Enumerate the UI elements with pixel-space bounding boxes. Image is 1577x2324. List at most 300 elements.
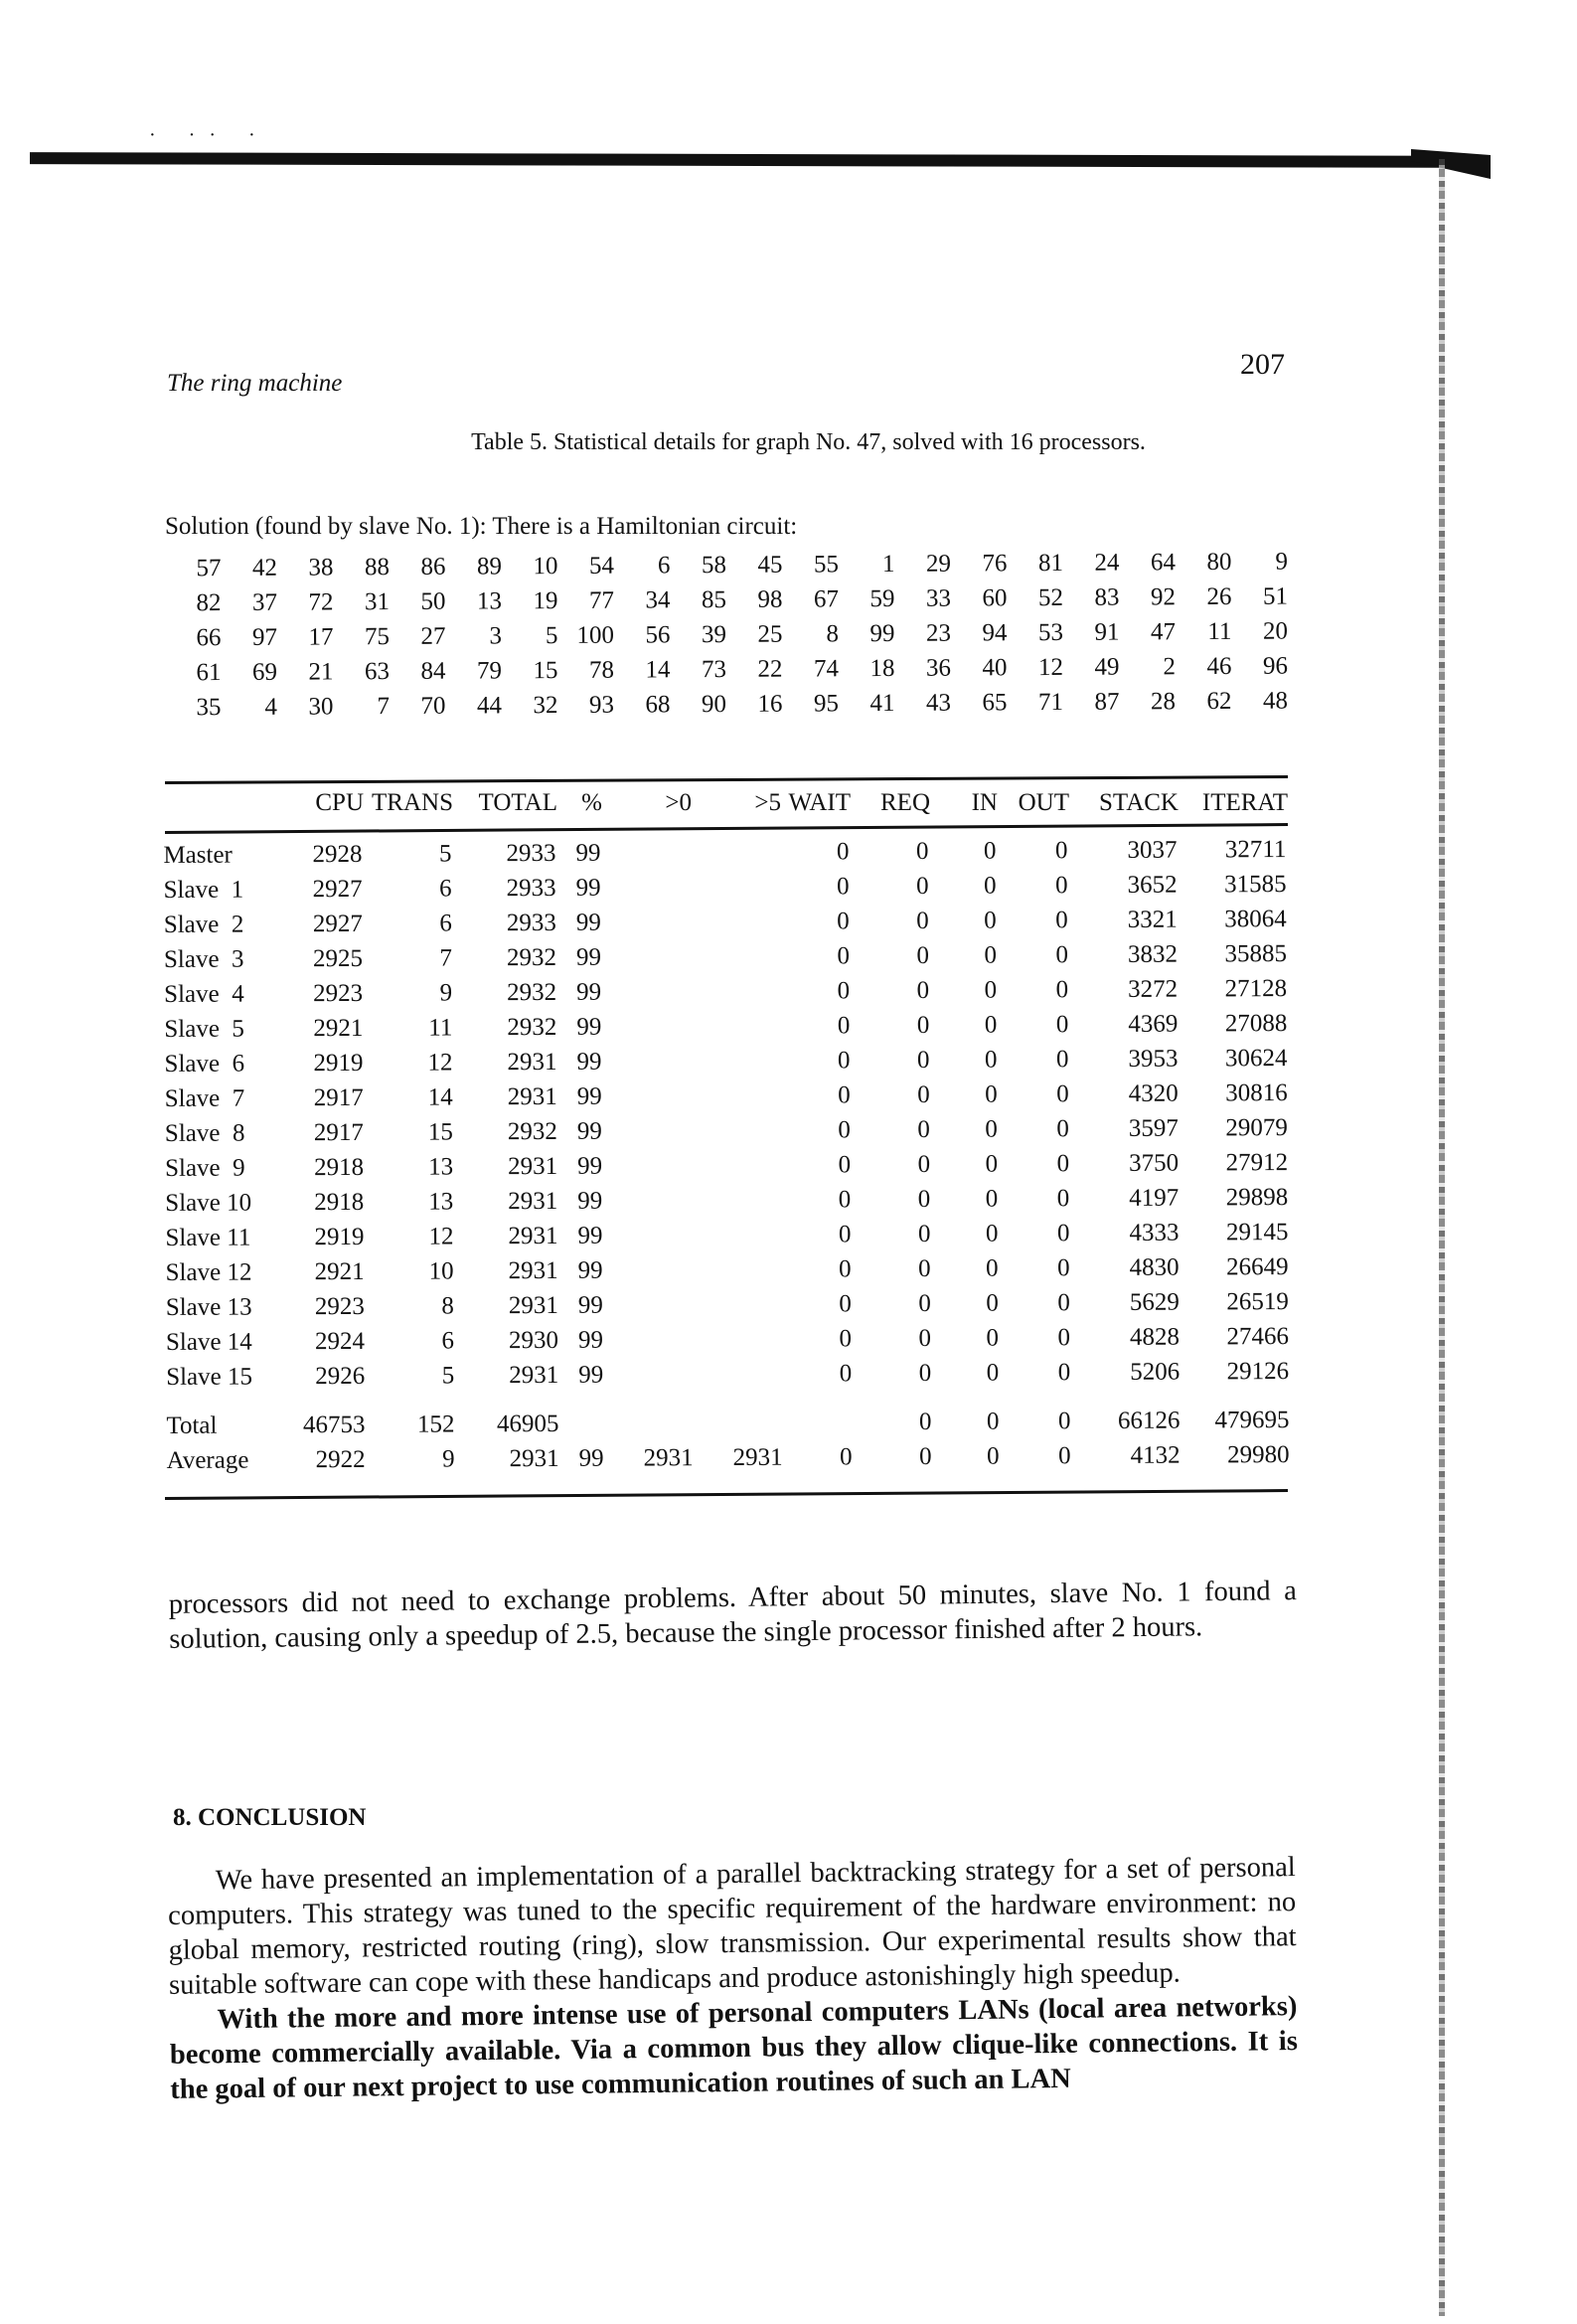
table-cell: 30624	[1224, 1044, 1288, 1072]
table-cell: 0	[919, 1442, 932, 1470]
circuit-node: 99	[869, 619, 895, 648]
table-row	[166, 1284, 1289, 1325]
table-cell: 0	[917, 1220, 931, 1247]
table-cell: Slave 2	[163, 911, 244, 938]
table-cell: 0	[984, 976, 998, 1004]
column-header: REQ	[880, 789, 930, 816]
table-cell: 2931	[508, 1222, 558, 1249]
column-header: STACK	[1099, 789, 1179, 816]
table-cell: 27128	[1224, 974, 1288, 1002]
circuit-node: 40	[982, 654, 1008, 682]
circuit-node: 100	[576, 621, 615, 649]
table-cell: 46753	[302, 1411, 366, 1438]
table-cell: 0	[984, 872, 997, 900]
circuit-node: 60	[982, 584, 1008, 612]
table-cell: 0	[986, 1359, 1000, 1387]
circuit-node: 44	[476, 692, 503, 720]
hamiltonian-circuit	[165, 548, 1289, 726]
table-cell: 0	[1057, 1358, 1071, 1386]
table-cell: 0	[986, 1324, 1000, 1352]
circuit-node: 31	[364, 588, 391, 616]
circuit-node: 51	[1262, 582, 1289, 610]
table-cell: 0	[836, 837, 850, 865]
circuit-node: 82	[196, 589, 222, 617]
table-cell: 6	[441, 1326, 455, 1355]
table-cell: 10	[428, 1256, 454, 1285]
table-cell: 0	[1056, 1149, 1070, 1177]
table-cell: 0	[838, 1220, 852, 1247]
circuit-node: 41	[869, 689, 895, 718]
circuit-node: 20	[1262, 617, 1289, 645]
table-cell: 5629	[1129, 1288, 1180, 1316]
circuit-node: 84	[420, 657, 446, 685]
table-cell: Slave 9	[164, 1154, 245, 1182]
circuit-node: 89	[476, 553, 503, 581]
table-cell: 3832	[1127, 940, 1179, 968]
circuit-node: 11	[1207, 617, 1232, 646]
table-cell: 0	[1055, 871, 1068, 899]
running-head: The ring machine	[167, 370, 343, 397]
table-cell: 0	[837, 1046, 851, 1074]
circuit-node: 36	[925, 654, 952, 682]
table-cell: Slave 13	[165, 1293, 252, 1321]
table-cell: 0	[838, 1185, 852, 1213]
circuit-node: 10	[533, 553, 558, 581]
column-header: TRANS	[372, 789, 453, 816]
table-cell: 0	[838, 1115, 851, 1143]
table-cell: 13	[428, 1187, 454, 1216]
table-cell: 4320	[1128, 1079, 1179, 1107]
conclusion-text	[168, 1850, 1299, 2107]
table-cell: 0	[1056, 1219, 1070, 1246]
table-cell: 11	[428, 1013, 453, 1042]
table-cell: 0	[837, 907, 850, 934]
table-cell: 7	[439, 943, 453, 972]
table-cell: 2931	[643, 1443, 694, 1471]
table-cell: 0	[916, 941, 930, 969]
circuit-node: 42	[251, 554, 278, 581]
circuit-node: 35	[196, 694, 222, 722]
table-cell: 0	[986, 1254, 999, 1282]
circuit-node: 87	[1094, 688, 1120, 716]
circuit-node: 68	[645, 691, 671, 719]
circuit-node: 59	[869, 584, 895, 613]
circuit-node: 25	[757, 620, 783, 648]
circuit-node: 54	[588, 552, 615, 580]
table-cell: 0	[1054, 836, 1068, 864]
table-cell: 0	[1056, 1114, 1069, 1142]
table-cell: 2932	[506, 943, 557, 971]
table-cell: 0	[916, 1046, 930, 1074]
table-cell: 99	[576, 1082, 602, 1110]
table-cell: 3597	[1128, 1114, 1179, 1142]
table-cell: 0	[918, 1289, 931, 1317]
circuit-node: 14	[645, 656, 671, 684]
table-cell: 0	[918, 1254, 931, 1282]
circuit-node: 24	[1094, 549, 1120, 577]
table-cell: Slave 15	[166, 1363, 253, 1391]
table-cell: 0	[987, 1442, 1000, 1470]
circuit-node: 9	[1275, 548, 1289, 576]
circuit-node: 17	[308, 623, 334, 651]
table-cell: 2931	[508, 1187, 558, 1215]
table-row	[165, 1145, 1288, 1186]
circuit-node: 93	[588, 691, 615, 719]
table-cell: 0	[985, 1115, 998, 1143]
table-cell: 29145	[1225, 1218, 1289, 1245]
table-cell: 2931	[507, 1082, 557, 1110]
circuit-node: 6	[657, 552, 671, 580]
table-cell: 0	[986, 1408, 1000, 1435]
table-cell: Total	[166, 1411, 218, 1439]
table-cell: 2917	[313, 1118, 364, 1146]
table-cell: 0	[1058, 1441, 1071, 1469]
table-cell: 2930	[508, 1326, 559, 1354]
table-cell: 38064	[1224, 905, 1287, 932]
circuit-node: 32	[533, 692, 558, 720]
circuit-node: 70	[420, 692, 446, 720]
circuit-node: 73	[701, 656, 727, 684]
circuit-node: 80	[1206, 548, 1232, 577]
circuit-node: 94	[982, 619, 1008, 647]
table-cell: 46905	[496, 1410, 559, 1437]
table-cell: 99	[577, 1291, 603, 1319]
circuit-node: 83	[1094, 583, 1120, 611]
table-cell: 99	[577, 1187, 603, 1215]
conclusion-paragraph: We have presented an implementation of a parallel backtracking strategy for a set of personal computers. This strategy was tuned to the specific requirement of the hardware environment: no global memory, restricted routing (ring), slow transmission. Our experimental results show that suitable software can cope with these handicaps and produce astonishingly high speedup.	[167, 1852, 1297, 2001]
table-cell: 5206	[1130, 1358, 1181, 1386]
solution-line: Solution (found by slave No. 1): There is a Hamiltonian circuit:	[165, 513, 798, 540]
table-cell: 99	[576, 1048, 602, 1076]
table-cell: Slave 1	[163, 876, 244, 904]
table-cell: 0	[839, 1289, 852, 1317]
table-cell: 0	[916, 1011, 930, 1039]
table-cell: 2932	[507, 978, 557, 1006]
table-cell: Slave 3	[163, 945, 244, 973]
table-cell: 27088	[1224, 1009, 1288, 1037]
table-cell: 3652	[1127, 871, 1178, 899]
circuit-node: 86	[420, 553, 446, 581]
column-header: >0	[665, 789, 692, 816]
table-cell: 0	[918, 1359, 932, 1387]
table-cell: 0	[837, 976, 851, 1004]
circuit-node: 3	[489, 622, 503, 650]
table-cell: Master	[163, 841, 233, 869]
table-cell: 0	[837, 941, 851, 969]
table-cell: 14	[427, 1082, 453, 1111]
table-cell: 99	[578, 1361, 604, 1389]
table-cell: Slave 6	[164, 1050, 245, 1078]
table-cell: 0	[838, 1150, 852, 1178]
circuit-node: 96	[1262, 652, 1289, 680]
table-cell: 152	[416, 1410, 455, 1438]
table-cell: 3037	[1127, 836, 1178, 864]
circuit-node: 49	[1094, 653, 1120, 681]
circuit-node: 34	[645, 586, 671, 614]
table-cell: 29079	[1225, 1113, 1288, 1141]
table-cell: 99	[575, 909, 601, 936]
table-cell: 2931	[508, 1291, 558, 1319]
circuit-node: 92	[1150, 583, 1177, 611]
table-cell: 0	[983, 837, 997, 865]
table-cell: 0	[916, 907, 929, 934]
table-cell: Slave 14	[165, 1328, 252, 1356]
table-cell: 0	[917, 1115, 930, 1143]
table-cell: 0	[1056, 1184, 1070, 1212]
table-row	[164, 971, 1287, 1012]
table-cell: 2923	[314, 1292, 365, 1320]
circuit-node: 19	[533, 587, 558, 615]
circuit-node: 4	[264, 693, 278, 721]
table-cell: 0	[986, 1289, 999, 1317]
circuit-node: 77	[588, 586, 615, 614]
circuit-node: 5	[545, 622, 558, 650]
table-cell: 29898	[1225, 1183, 1289, 1211]
circuit-node: 85	[701, 586, 727, 614]
circuit-node: 46	[1206, 652, 1232, 681]
circuit-node: 78	[588, 656, 615, 684]
table-cell: 6	[439, 909, 452, 937]
table-cell: 0	[839, 1254, 852, 1282]
page-number: 207	[1240, 348, 1285, 381]
table-cell: 35885	[1224, 939, 1288, 967]
circuit-node: 66	[196, 624, 222, 652]
circuit-node: 37	[251, 588, 278, 616]
table-cell: 0	[838, 1080, 851, 1108]
table-cell: 2933	[506, 874, 556, 902]
table-cell: Average	[166, 1446, 249, 1474]
circuit-node: 30	[308, 693, 334, 721]
circuit-row	[165, 688, 1288, 730]
table-caption: Table 5. Statistical details for graph No. 47, solved with 16 processors.	[471, 429, 1146, 455]
table-cell: 5	[438, 839, 452, 868]
circuit-node: 79	[476, 657, 503, 685]
circuit-node: 18	[869, 654, 895, 683]
table-cell: 0	[840, 1442, 853, 1470]
table-cell: 0	[918, 1324, 932, 1352]
table-cell: 4197	[1129, 1184, 1180, 1212]
table-cell: 2927	[312, 875, 363, 903]
circuit-node: 38	[308, 554, 334, 581]
table-cell: 0	[918, 1408, 932, 1435]
table-cell: 31585	[1224, 870, 1287, 898]
summary-row	[167, 1437, 1290, 1478]
table-row	[164, 867, 1287, 908]
table-cell: 12	[427, 1048, 453, 1077]
table-row	[165, 1110, 1288, 1151]
table-cell: 0	[839, 1324, 853, 1352]
circuit-node: 8	[826, 620, 840, 648]
circuit-node: 58	[701, 552, 727, 580]
column-header: ITERAT	[1201, 789, 1288, 816]
body-paragraph: processors did not need to exchange problems. After about 50 minutes, slave No. 1 found a solution, causing only a speedup of 2.5, because the single processor finished after 2 hours.	[168, 1576, 1297, 1655]
table-cell: 0	[916, 872, 929, 900]
circuit-node: 57	[196, 555, 222, 582]
table-row	[164, 1041, 1287, 1081]
circuit-node: 74	[813, 655, 840, 683]
circuit-node: 97	[251, 623, 278, 651]
table-cell: 4333	[1129, 1219, 1180, 1246]
table-cell: 29126	[1226, 1357, 1290, 1385]
table-cell: 3953	[1128, 1045, 1179, 1073]
table-cell: 2917	[313, 1083, 364, 1111]
circuit-node: 65	[982, 689, 1008, 717]
table-cell: 0	[839, 1359, 853, 1387]
table-cell: 0	[1057, 1288, 1070, 1316]
table-cell: Slave 7	[164, 1084, 245, 1112]
table-cell: 0	[1055, 906, 1068, 933]
circuit-node: 39	[701, 621, 727, 649]
table-cell: 3272	[1128, 975, 1179, 1003]
circuit-node: 50	[420, 587, 446, 615]
circuit-node: 47	[1150, 618, 1177, 646]
circuit-node: 91	[1094, 618, 1120, 646]
column-header: OUT	[1018, 789, 1069, 816]
table-cell: 0	[1057, 1323, 1071, 1351]
circuit-node: 76	[982, 550, 1008, 578]
table-row	[164, 902, 1287, 942]
table-cell: 4132	[1130, 1441, 1181, 1469]
table-cell: 99	[577, 1222, 603, 1249]
table-cell: 66126	[1117, 1407, 1181, 1434]
column-header: TOTAL	[478, 789, 557, 816]
table-cell: 30816	[1225, 1079, 1288, 1106]
circuit-node: 52	[1037, 583, 1064, 612]
table-cell: 2918	[314, 1188, 365, 1216]
circuit-node: 13	[476, 587, 503, 615]
table-cell: 99	[576, 1013, 602, 1041]
table-cell: 2931	[507, 1152, 558, 1180]
circuit-node: 63	[364, 658, 391, 686]
table-cell: 4369	[1128, 1010, 1179, 1038]
table-cell: 6	[439, 874, 452, 903]
column-header: >5	[754, 789, 781, 816]
circuit-node: 12	[1037, 653, 1064, 682]
table-cell: 0	[916, 976, 930, 1004]
table-cell: 2923	[313, 979, 364, 1007]
table-cell: 2921	[314, 1257, 365, 1285]
table-cell: 2932	[507, 1013, 557, 1041]
table-body	[163, 832, 1289, 1478]
table-cell: 0	[917, 1150, 931, 1178]
table-bottom-rule	[165, 1489, 1288, 1500]
table-cell: 99	[576, 1152, 603, 1180]
circuit-node: 1	[881, 550, 895, 579]
table-cell: 2928	[312, 840, 363, 868]
circuit-node: 62	[1206, 687, 1232, 716]
table-cell: 26649	[1226, 1252, 1289, 1280]
circuit-node: 98	[757, 585, 783, 613]
table-cell: 0	[985, 1150, 999, 1178]
scan-top-edge	[30, 152, 1491, 168]
table-cell: 2919	[314, 1223, 365, 1250]
table-row	[166, 1354, 1289, 1395]
table-cell: 0	[837, 1011, 851, 1039]
circuit-node: 15	[533, 657, 558, 685]
circuit-node: 29	[925, 550, 952, 578]
circuit-node: 55	[813, 551, 840, 579]
table-cell: 0	[984, 1046, 998, 1074]
table-cell: 0	[1055, 1010, 1069, 1038]
table-row	[164, 936, 1287, 977]
circuit-node: 75	[364, 623, 391, 651]
table-cell: 13	[427, 1152, 454, 1181]
table-cell: 3321	[1127, 906, 1178, 933]
table-cell: 8	[441, 1291, 454, 1320]
table-cell: 0	[985, 1185, 999, 1213]
table-cell: 2932	[507, 1117, 557, 1145]
table-cell: 26519	[1226, 1287, 1289, 1315]
table-cell: 0	[1055, 975, 1069, 1003]
circuit-node: 64	[1150, 549, 1177, 577]
table-cell: 2925	[312, 944, 364, 972]
circuit-node: 90	[701, 691, 727, 719]
column-header: %	[581, 789, 602, 816]
table-cell: 0	[984, 907, 997, 934]
table-header	[165, 783, 1288, 823]
table-cell: 2931	[508, 1256, 558, 1284]
table-cell: 0	[917, 1080, 930, 1108]
table-cell: 0	[984, 1011, 998, 1039]
table-cell: 99	[576, 978, 602, 1006]
table-cell: 2931	[507, 1048, 557, 1076]
circuit-node: 95	[813, 690, 840, 718]
circuit-node: 67	[813, 585, 840, 613]
table-cell: 0	[984, 941, 998, 969]
table-cell: 2931	[509, 1444, 559, 1472]
circuit-node: 26	[1206, 582, 1232, 611]
circuit-node: 69	[251, 658, 278, 686]
table-cell: 2933	[506, 909, 556, 936]
table-cell: 2924	[314, 1327, 366, 1355]
table-row	[166, 1319, 1289, 1360]
table-cell: Slave 8	[164, 1119, 245, 1147]
table-row	[165, 1180, 1288, 1221]
circuit-node: 81	[1037, 549, 1064, 578]
scan-specks: · ·· ·	[149, 124, 269, 146]
circuit-node: 61	[196, 659, 222, 687]
table-cell: 99	[575, 874, 601, 902]
scan-right-edge	[1439, 159, 1445, 2316]
table-row	[166, 1249, 1289, 1290]
column-header: CPU	[315, 789, 364, 816]
circuit-node: 16	[757, 690, 783, 718]
table-cell: 0	[837, 872, 850, 900]
table-cell: 15	[427, 1117, 453, 1146]
table-cell: 9	[442, 1444, 455, 1473]
table-cell: 27912	[1225, 1148, 1289, 1176]
table-row	[164, 1006, 1287, 1047]
circuit-node: 43	[925, 689, 952, 717]
table-cell: Slave 12	[165, 1258, 252, 1286]
circuit-node: 2	[1163, 653, 1177, 681]
summary-row	[166, 1403, 1289, 1443]
table-cell: 4828	[1129, 1323, 1181, 1351]
circuit-node: 7	[377, 693, 391, 721]
column-header: IN	[971, 789, 998, 816]
table-cell: 479695	[1214, 1406, 1290, 1433]
table-cell: 2927	[312, 910, 363, 937]
table-row	[165, 1076, 1288, 1116]
table-cell: 2922	[315, 1445, 366, 1473]
circuit-node: 21	[308, 658, 334, 686]
circuit-node: 72	[308, 588, 334, 616]
table-cell: 99	[577, 1256, 603, 1284]
table-cell: 5	[441, 1361, 455, 1390]
table-cell: 2918	[313, 1153, 365, 1181]
table-cell: 32711	[1224, 835, 1287, 863]
table-cell: 0	[985, 1080, 998, 1108]
